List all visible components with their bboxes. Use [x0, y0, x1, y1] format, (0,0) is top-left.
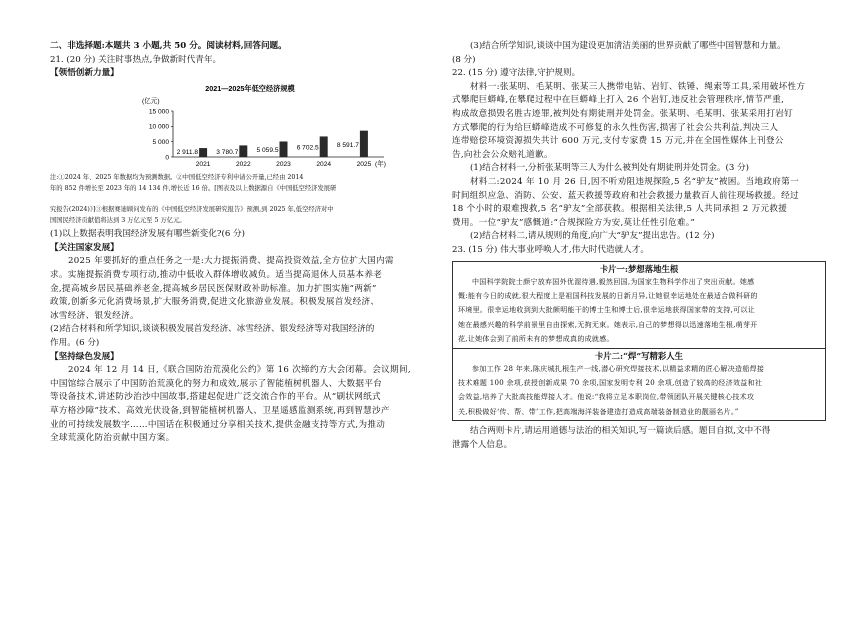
- subsection-title-green: 【坚持绿色发展】: [50, 351, 119, 362]
- y-tick-label: 0: [165, 154, 169, 162]
- bar-value-label: 5 059.5: [256, 147, 279, 155]
- chart-bar: [239, 145, 247, 157]
- left-column: [50, 40, 430, 446]
- material-1-line: 告,向社会公众赔礼道歉。: [452, 149, 553, 160]
- material-para-line: 全球荒漠化防治贡献中国方案。: [50, 433, 175, 444]
- question-22-stem: 22. (15 分) 遵守法律,守护规则。: [452, 68, 581, 79]
- material-para-line: 冰雪经济、银发经济。: [50, 310, 139, 321]
- chart-bar: [199, 148, 207, 157]
- question-21-3-line-1: (3)结合所学知识,谈谈中国为建设更加清洁美丽的世界贡献了哪些中国智慧和力量。: [470, 41, 786, 51]
- y-tick-label: 5 000: [152, 138, 169, 146]
- material-1-line: 式攀爬巨蟒峰,在攀爬过程中在巨蟒峰上打入 26 个岩钉,违反社会管理秩序,情节严重,: [452, 95, 785, 106]
- card-2-line: 技术难题 100 余项,获授创新成果 70 余项,国家发明专利 20 余项,创造了较高的经济效益和社: [458, 378, 763, 387]
- card-1-line: 慨:能有今日的成就,很大程度上是祖国科技发展的日新月异,让她很幸运地处在最适合做科研的: [458, 291, 758, 300]
- x-tick-label: 2022: [235, 160, 251, 168]
- question-21-stem: 21. (20 分) 关注时事热点,争做新时代青年。: [50, 54, 222, 65]
- card-2-line: 参加工作 28 年来,陈庆城扎根生产一线,潜心研究焊接技术,以精益求精的匠心解决造船焊接: [472, 364, 765, 373]
- material-1-line: 方式攀爬的行为给巨蟒峰造成不可修复的永久性伤害,损害了社会公共利益,判决三人: [452, 122, 779, 133]
- bar-value-label: 3 780.7: [216, 148, 239, 156]
- x-tick-label: 2025: [356, 160, 372, 168]
- chart-note-line-2: 年的 852 件增长至 2023 年的 14 134 件,增长近 16 倍。[图表及以上数据源自《中国低空经济发展研: [50, 184, 337, 192]
- material-para-line: 金,提高城乡居民基础养老金,提高城乡居民医保财政补助标准。加力扩围实施“两新”: [50, 283, 377, 294]
- right-column: [452, 40, 826, 452]
- section-heading: 二、非选择题:本题共 3 小题,共 50 分。阅读材料,回答问题。: [50, 41, 287, 51]
- chart-note-line-4: 国国民经济贡献值将达到 3 万亿元至 5 万亿元。: [50, 216, 186, 224]
- x-axis-label: (年): [375, 160, 386, 168]
- low-altitude-economy-chart: [50, 81, 430, 205]
- material-para-line: 2025 年要抓好的重点任务之一是:大力提振消费、提高投资效益,全方位扩大国内需: [68, 256, 394, 267]
- card-2-line: 关,积极做好‘传、帮、带’工作,把高端海洋装备建造打造成高端装备制造业的靓丽名片。”: [458, 407, 739, 416]
- chart-note-line-3: 究报告(2024)》]③根据赛迪顾问发布的《中国低空经济发展研究报告》预测,到 2025 年,低空经济对中: [50, 205, 334, 213]
- material-2-line: 时间组织应急、消防、公安、蓝天救援等政府和社会救援力量救百人前往现场救援。经过: [452, 190, 799, 201]
- question-23-prompt-line-2: 泄露个人信息。: [452, 439, 513, 450]
- bar-value-label: 8 591.7: [336, 141, 359, 149]
- material-para-line: 2024 年 12 月 14 日,《联合国防治荒漠化公约》第 16 次缔约方大会闭幕。会议期间,: [68, 365, 411, 376]
- material-1-line: 构成故意损毁名胜古迹罪,被判处有期徒刑并处罚金。张某明、毛某明、张某采用打岩钉: [452, 108, 793, 119]
- question-21-2-line-1: (2)结合材料和所学知识,谈谈积极发展首发经济、冰雪经济、银发经济等对我国经济的: [50, 324, 375, 335]
- question-21-3-line-2: (8 分): [452, 54, 476, 65]
- x-tick-label: 2023: [276, 160, 291, 168]
- material-2-line: 材料二:2024 年 10 月 26 日,因不听劝阻违规探险,5 名“驴友”被困。当地政府第一: [470, 176, 799, 187]
- material-para-line: 业的可持续发展数字……中国话在积极通过分享相关技术,提供金融支持等方式,为推动: [50, 419, 386, 430]
- x-tick-label: 2024: [316, 160, 332, 168]
- question-22-2: (2)结合材料二,请从规则的角度,向广大“驴友”提出忠告。(12 分): [470, 231, 715, 242]
- chart-bar: [320, 136, 328, 157]
- subsection-title-national: 【关注国家发展】: [50, 242, 119, 253]
- chart-bar: [360, 130, 368, 156]
- y-axis-label: (亿元): [142, 97, 160, 105]
- y-tick-label: 15 000: [148, 108, 169, 116]
- material-para-line: 等设备技术,讲述防沙治沙中国故事,搭建起促进广泛交流合作的平台。从“刷状网纸式: [50, 392, 381, 403]
- card-1-line: 她在最感兴趣的科学前景里自由探索,无拘无束。她表示,自己的梦想得以迅速落地生根,萌芽开: [458, 320, 758, 329]
- card-2-line: 会效益,培养了大批高技能焊接人才。他说:“我将立足本职岗位,带领团队开展关键核心技术攻: [458, 393, 755, 402]
- material-2-line: 18 个小时的艰难搜救,5 名“驴友”全部获救。根据相关法律,5 人共同承担 2 万元救援: [452, 204, 788, 215]
- y-tick-label: 10 000: [148, 123, 169, 131]
- card-1-line: 环境里。很幸运地收到到大批颇明能干的博士生和博士后,很幸运地获得国家带的支持,可以让: [458, 306, 756, 315]
- material-2-line: 费用。一位“驴友”感慨道:“合规探险方为安,莫让任性引危难。”: [452, 217, 696, 228]
- question-23-prompt-line-1: 结合两则卡片,请运用道德与法治的相关知识,写一篇读后感。题目自拟,文中不得: [470, 426, 771, 437]
- chart-note-line-1: 注:①2024 年、2025 年数据均为预测数据。②中国低空经济专利申请公开量,已经由 2014: [50, 173, 304, 181]
- card-1-line: 花,让她体会到了前所未有的梦想成真的成就感。: [458, 335, 614, 344]
- question-22-1: (1)结合材料一,分析张某明等三人为什么被判处有期徒刑并处罚金。(3 分): [470, 163, 750, 174]
- chart-title: 2021—2025年低空经济规模: [205, 83, 295, 93]
- question-23-stem: 23. (15 分) 伟大事业呼唤人才,伟大时代造就人才。: [452, 244, 649, 255]
- question-21-2-line-2: 作用。(6 分): [50, 337, 100, 348]
- material-1-line: 材料一:张某明、毛某明、张某三人携带电钻、岩钉、铁锤、绳索等工具,采用破坏性方: [470, 81, 806, 92]
- material-1-line: 连带赔偿环境资源损失共计 600 万元,支付专家费 15 万元,并在全国性媒体上刊登公: [452, 136, 784, 147]
- x-tick-label: 2021: [195, 160, 211, 168]
- material-para-line: 求。实施提振消费专项行动,推动中低收入群体增收减负。适当提高退休人员基本养老: [50, 269, 383, 280]
- bar-value-label: 2 911.8: [176, 148, 199, 156]
- chart-bar: [280, 141, 288, 157]
- material-para-line: 草方格沙障”技术、高效光伏设备,到智能植树机器人、卫星遥感监测系统,再到智慧沙产: [50, 405, 390, 416]
- material-para-line: 政策,创新多元化消费场景,扩大服务消费,促进文化旅游业发展。积极发展首发经济、: [50, 297, 380, 308]
- card-box: [452, 261, 826, 422]
- card-2-title: 卡片二:“焊”写精彩人生: [594, 350, 684, 361]
- card-1-line: 中国科学院院士颜宁放弃国外优渥待遇,毅然回国,为国家生物科学作出了突出贡献。她感: [472, 277, 755, 286]
- material-para-line: 中国馆综合展示了中国防治荒漠化的努力和成效,展示了智能植树机器人、大数据平台: [50, 378, 383, 389]
- bar-value-label: 6 702.5: [296, 144, 319, 152]
- subsection-title-innovation: 【领悟创新力量】: [50, 68, 119, 79]
- question-21-1: (1)以上数据表明我国经济发展有哪些新变化?(6 分): [50, 229, 245, 240]
- card-1-title: 卡片一:梦想落地生根: [599, 263, 679, 274]
